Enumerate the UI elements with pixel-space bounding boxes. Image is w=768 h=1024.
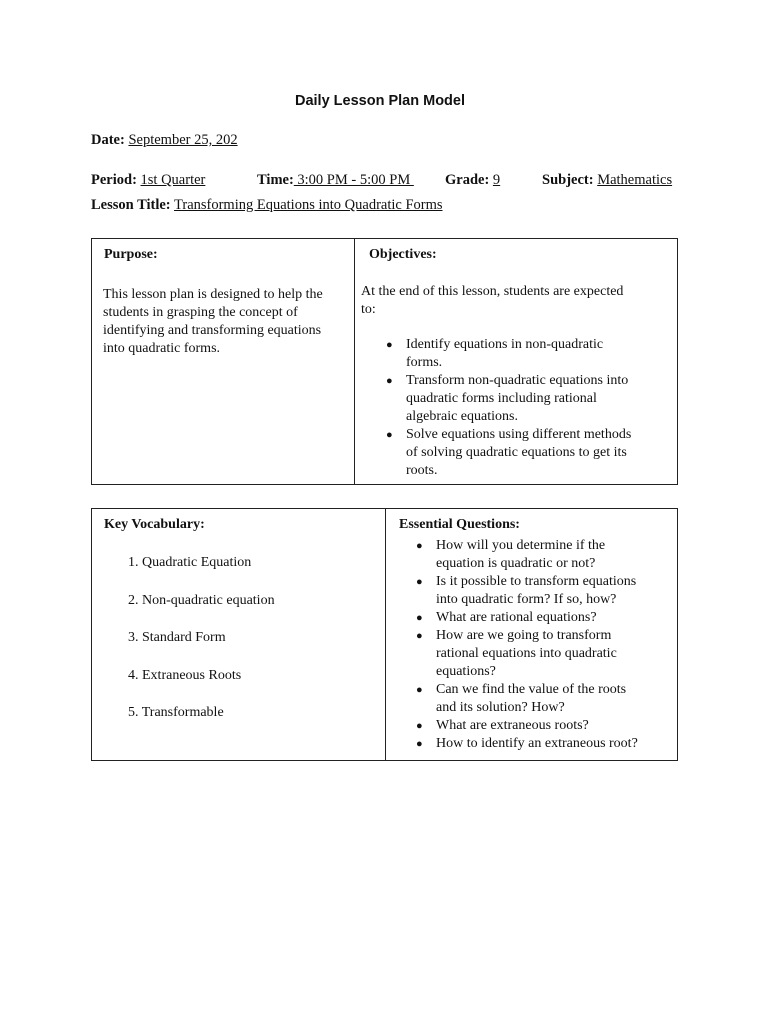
objectives-intro-line: At the end of this lesson, students are expected — [361, 284, 624, 299]
date-value: September 25, 202 — [128, 132, 238, 148]
question-line: How are we going to transform — [436, 628, 612, 643]
bullet-icon: ● — [386, 429, 393, 441]
bullet-icon: ● — [416, 540, 423, 552]
objective-line: of solving quadratic equations to get its — [406, 445, 627, 460]
question-line: and its solution? How? — [436, 700, 565, 715]
objective-item — [386, 372, 676, 426]
question-line: Can we find the value of the roots — [436, 682, 627, 697]
column-divider — [385, 509, 386, 760]
questions-heading: Essential Questions: — [399, 517, 520, 532]
purpose-text — [103, 286, 348, 358]
vocabulary-item: 3. Standard Form — [128, 630, 226, 645]
objective-line: Identify equations in non-quadratic — [406, 337, 604, 352]
question-item — [416, 681, 676, 717]
objective-line: algebraic equations. — [406, 409, 518, 424]
bullet-icon: ● — [386, 339, 393, 351]
question-item — [416, 735, 676, 753]
bullet-icon: ● — [416, 738, 423, 750]
vocabulary-item: 2. Non-quadratic equation — [128, 592, 275, 608]
grade-label: Grade: — [445, 172, 490, 188]
time-value: 3:00 PM - 5:00 PM — [293, 172, 414, 188]
objectives-intro-line: to: — [361, 302, 376, 317]
objectives-intro — [361, 283, 671, 319]
objectives-heading: Objectives: — [369, 247, 437, 262]
questions-list — [416, 537, 676, 753]
purpose-line: identifying and transforming equations — [103, 323, 322, 338]
period-field — [91, 172, 205, 189]
question-line: Is it possible to transform equations — [436, 574, 637, 589]
question-item — [416, 627, 676, 681]
objective-item — [386, 336, 676, 372]
objective-line: roots. — [406, 463, 438, 478]
date-label: Date: — [91, 132, 125, 148]
period-value: 1st Quarter — [140, 172, 206, 188]
vocabulary-heading: Key Vocabulary: — [104, 517, 205, 532]
question-item — [416, 573, 676, 609]
objective-line: Transform non-quadratic equations into — [406, 373, 629, 388]
objective-item — [386, 426, 676, 480]
objective-line: forms. — [406, 355, 443, 370]
question-line: equations? — [436, 664, 496, 679]
question-item — [416, 717, 676, 735]
bullet-icon: ● — [416, 630, 423, 642]
bullet-icon: ● — [416, 576, 423, 588]
purpose-line: students in grasping the concept of — [103, 305, 298, 320]
purpose-line: into quadratic forms. — [103, 341, 221, 356]
lesson-title-value: Transforming Equations into Quadratic Forms — [174, 197, 443, 213]
question-line: How will you determine if the — [436, 538, 606, 553]
bullet-icon: ● — [416, 684, 423, 696]
bullet-icon: ● — [386, 375, 393, 387]
bullet-icon: ● — [416, 612, 423, 624]
time-label: Time: — [257, 172, 294, 188]
subject-value: Mathematics — [597, 172, 673, 188]
lesson-title-line — [91, 197, 443, 214]
question-line: rational equations into quadratic — [436, 646, 617, 661]
question-line: What are extraneous roots? — [436, 718, 589, 733]
question-line: equation is quadratic or not? — [436, 556, 596, 571]
subject-label: Subject: — [542, 172, 594, 188]
vocabulary-item: 5. Transformable — [128, 705, 224, 720]
vocabulary-questions-table — [91, 508, 678, 761]
purpose-objectives-table — [91, 238, 678, 485]
purpose-heading: Purpose: — [104, 247, 158, 262]
grade-value: 9 — [492, 172, 501, 188]
lesson-title-label: Lesson Title: — [91, 197, 171, 213]
period-label: Period: — [91, 172, 137, 188]
column-divider — [354, 239, 355, 484]
grade-field — [445, 172, 500, 189]
objective-line: Solve equations using different methods — [406, 427, 632, 442]
objectives-list — [386, 336, 676, 480]
date-line — [91, 132, 238, 149]
vocabulary-list — [128, 555, 275, 743]
purpose-line: This lesson plan is designed to help the — [103, 287, 323, 302]
objective-line: quadratic forms including rational — [406, 391, 597, 406]
question-item — [416, 609, 676, 627]
vocabulary-item: 1. Quadratic Equation — [128, 555, 252, 570]
question-line: into quadratic form? If so, how? — [436, 592, 617, 607]
question-line: What are rational equations? — [436, 610, 597, 625]
question-item — [416, 537, 676, 573]
time-field — [257, 172, 414, 189]
bullet-icon: ● — [416, 720, 423, 732]
document-title: Daily Lesson Plan Model — [294, 93, 465, 109]
question-line: How to identify an extraneous root? — [436, 736, 638, 751]
subject-field — [542, 172, 672, 189]
vocabulary-item: 4. Extraneous Roots — [128, 667, 242, 683]
